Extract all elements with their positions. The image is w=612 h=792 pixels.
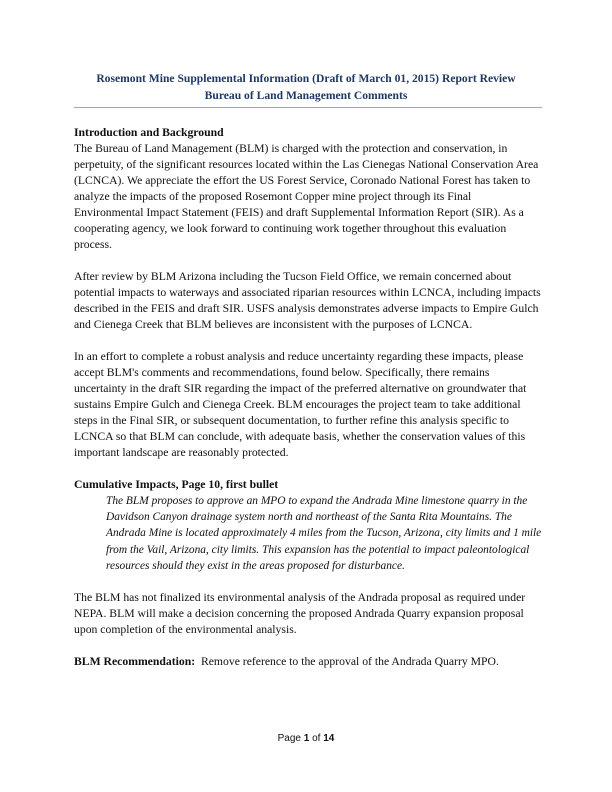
title-line-1: Rosemont Mine Supplemental Information (Draft of March 01, 2015) Report Review <box>96 72 516 85</box>
recommendation-label: BLM Recommendation: <box>74 655 196 669</box>
title-divider <box>74 107 542 108</box>
intro-paragraph-1: The Bureau of Land Management (BLM) is charged with the protection and conservation, in perpetuity, of the significant resources located within the Las Cienegas National Conservation Area (LCNCA). We appreciate the effort the US Forest Service, Coronado National Forest has taken to analyze the impacts of the proposed Rosemont Copper mine project through its Final Environmental Impact Statement (FEIS) and draft Supplemental Information Report (SIR). As a cooperating agency, we look forward to continuing work together throughout this evaluation process. <box>74 142 539 251</box>
document-body <box>74 125 542 686</box>
page-footer <box>0 733 612 744</box>
document-title <box>60 70 552 104</box>
recommendation-text: Remove reference to the approval of the Andrada Quarry MPO. <box>195 655 499 669</box>
cumulative-heading: Cumulative Impacts, Page 10, first bullet <box>74 478 279 491</box>
intro-heading: Introduction and Background <box>74 126 224 139</box>
page-total: 14 <box>323 733 335 744</box>
of-word: of <box>312 733 321 744</box>
title-line-2: Bureau of Land Management Comments <box>204 89 408 102</box>
intro-paragraph-3: In an effort to complete a robust analysis and reduce uncertainty regarding these impacts, please accept BLM's comments and recommendations, found below. Specifically, there remains uncertainty in the draft SIR regarding the impact of the preferred alternative on groundwater that sustains Empire Gulch and Cienega Creek. BLM encourages the project team to take additional steps in the Final SIR, or subsequent documentation, to further refine this analysis specific to LCNCA so that BLM can conclude, with adequate basis, whether the conservation values of this important landscape are reasonably protected. <box>74 350 527 459</box>
page-word: Page <box>277 733 301 744</box>
cumulative-paragraph: The BLM has not finalized its environmental analysis of the Andrada proposal as required under NEPA. BLM will make a decision concerning the proposed Andrada Quarry expansion proposal upon completion of the environmental analysis. <box>74 591 526 637</box>
cumulative-quote: The BLM proposes to approve an MPO to expand the Andrada Mine limestone quarry in the Davidson Canyon drainage system north and northeast of the Santa Rita Mountains. The Andrada Mine is located approximately 4 miles from the Tucson, Arizona, city limits and 1 mile from the Vail, Arizona, city limits. This expansion has the potential to impact paleontological resources should they exist in the areas proposed for disturbance. <box>106 495 542 572</box>
page-number: 1 <box>303 733 310 744</box>
recommendation <box>74 654 542 670</box>
intro-paragraph-2: After review by BLM Arizona including the Tucson Field Office, we remain concerned about potential impacts to waterways and associated riparian resources within LCNCA, including impacts described in the FEIS and draft SIR. USFS analysis demonstrates adverse impacts to Empire Gulch and Cienega Creek that BLM believes are inconsistent with the purposes of LCNCA. <box>74 270 541 331</box>
